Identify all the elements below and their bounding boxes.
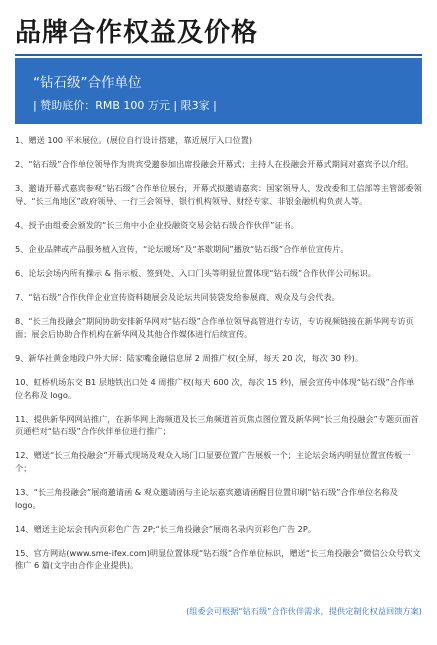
custom-plan-note: (组委会可根据“钻石级”合作伙伴需求，提供定制化权益回馈方案): [186, 606, 422, 616]
benefit-item: 14、赠送主论坛会刊内页彩色广告 2P;“长三角投融会”展商名录内页彩色广告 2P。: [15, 523, 316, 534]
tier-heading: “钻石级”合作单位: [33, 75, 142, 91]
benefit-item: 11、提供新华网网站推广，在新华网上海频道及长三角频道首页焦点图位置及新华网“长三角投融会”专题页面首页通栏对“钻石级”合作伙伴单位进行推广；: [15, 413, 419, 437]
benefit-item: 7、“钻石级”合作伙伴企业宣传资料随展会及论坛共同装袋发给参展商、观众及与会代表。: [15, 292, 340, 303]
tier-price-line: | 赞助底价：RMB 100 万元 | 限3家 |: [33, 99, 217, 112]
benefit-item: 5、企业品牌或产品服务植入宣传，“论坛暖场”及“茶歇期间”播放“钻石级”合作单位宣传片。: [15, 243, 349, 254]
benefit-item: 2、“钻石级”合作单位领导作为贵宾受邀参加出席投融会开幕式；主持人在投融会开幕式期间对嘉宾予以介绍。: [15, 159, 414, 170]
title-divider: [15, 54, 422, 56]
benefit-item: 4、授予由组委会颁发的“长三角中小企业投融资交易会钻石级合作伙伴”证书。: [15, 219, 299, 230]
benefit-item: 9、新华社黄金地段户外大屏：陆家嘴金融信息屏 2 周推广权(全屏，每天 20 次，每次 30 秒)。: [15, 352, 364, 363]
benefit-item: 13、“长三角投融会”展商邀请函 & 观众邀请函与主论坛嘉宾邀请函醒目位置印刷“钻石级”合作单位名称及 logo。: [15, 487, 398, 510]
benefit-item: 8、“长三角投融会”期间协助安排新华网对“钻石级”合作单位领导高管进行专访，专访视频链接在新华网专访页面；展会后协助合作机构在新华网及其他合作媒体进行后续宣传。: [15, 316, 414, 339]
benefit-item: 15、官方网站(www.sme-ifex.com)明显位置体现“钻石级”合作单位标识，赠送“长三角投融会”微信公众号软文推广 6 篇(文字由合作企业提供)。: [15, 547, 421, 571]
benefit-item: 1、赠送 100 平米展位。(展位自行设计搭建，靠近展厅入口位置): [15, 135, 253, 145]
tier-banner: [15, 58, 422, 124]
benefit-item: 10、虹桥机场东交 B1 层地铁出口处 4 周推广权(每天 600 次，每次 15 秒)，展会宣传中体现“钻石级”合作单位名称及 logo。: [15, 377, 415, 400]
benefit-item: 6、论坛会场内所有操示 & 指示板、签到处、入口门头等明显位置体现“钻石级”合作伙伴公司标识。: [15, 268, 376, 279]
page-title: 品牌合作权益及价格: [15, 18, 259, 48]
benefits-list: [15, 134, 422, 584]
benefit-item: 12、赠送“长三角投融会”开幕式现场及观众入场门口显要位置广告展板一个；主论坛会场内明显位置宣传板一个；: [15, 450, 411, 473]
benefit-item: 3、邀请开幕式嘉宾参观“钻石级”合作单位展台，开幕式拟邀请嘉宾：国家领导人、发改委和工信部等主管部委领导、“长三角地区”政府领导、一行三会领导、银行机构领导、财经专家、非银金融机构负责人等。: [15, 183, 422, 206]
